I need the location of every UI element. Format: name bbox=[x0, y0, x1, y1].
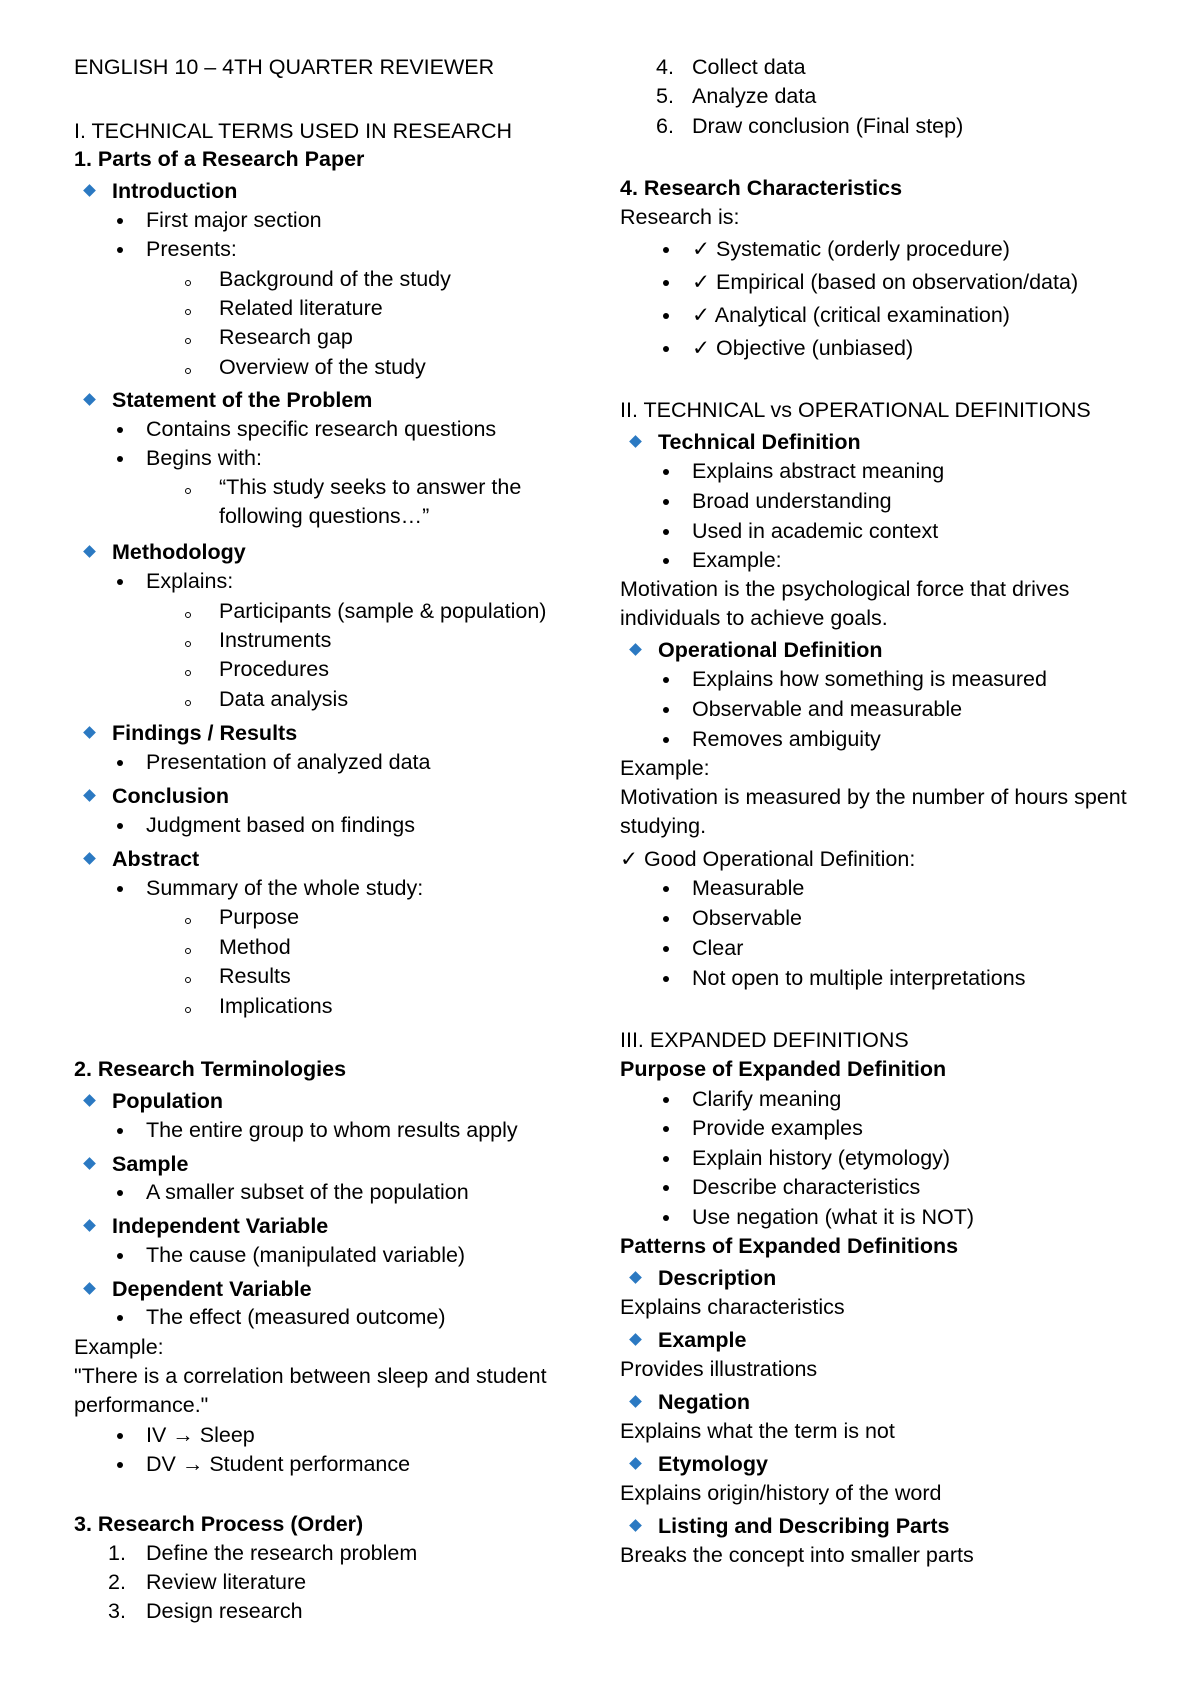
bullet-icon bbox=[663, 976, 669, 982]
purpose-item: Provide examples bbox=[692, 1116, 863, 1140]
diamond-bullet-icon bbox=[629, 435, 642, 448]
diamond-bullet-icon bbox=[629, 643, 642, 656]
bullet-icon bbox=[663, 346, 669, 352]
characteristic-item: ✓ Objective (unbiased) bbox=[692, 336, 914, 360]
pattern-heading: Etymology bbox=[658, 1452, 768, 1476]
intro-sub-3: Research gap bbox=[219, 325, 353, 349]
purpose-item: Describe characteristics bbox=[692, 1175, 921, 1199]
tech-bullet-2: Broad understanding bbox=[692, 489, 892, 513]
diamond-bullet-icon bbox=[83, 1094, 96, 1107]
abstract-sub-2: Method bbox=[219, 935, 291, 959]
bullet-icon bbox=[663, 313, 669, 319]
bullet-icon bbox=[117, 1315, 123, 1321]
bullet-icon bbox=[117, 1128, 123, 1134]
step-number: 2. bbox=[108, 1570, 126, 1594]
characteristic-item: ✓ Analytical (critical examination) bbox=[692, 303, 1010, 327]
sop-heading: Statement of the Problem bbox=[112, 388, 373, 412]
bullet-icon bbox=[663, 737, 669, 743]
tech-example-a: Motivation is the psychological force that drives bbox=[620, 577, 1070, 601]
bullet-icon bbox=[663, 280, 669, 286]
step-number: 6. bbox=[656, 114, 674, 138]
circle-bullet-icon bbox=[185, 700, 191, 706]
method-sub-4: Data analysis bbox=[219, 687, 349, 711]
pattern-heading: Negation bbox=[658, 1390, 750, 1414]
purpose-item: Clarify meaning bbox=[692, 1087, 842, 1111]
bullet-icon bbox=[663, 916, 669, 922]
bullet-icon bbox=[663, 1126, 669, 1132]
tech-example-b: individuals to achieve goals. bbox=[620, 606, 888, 630]
pattern-heading: Example bbox=[658, 1328, 747, 1352]
example-text-b: performance." bbox=[74, 1393, 209, 1417]
subsection-1-title: 1. Parts of a Research Paper bbox=[74, 147, 365, 171]
bullet-icon bbox=[117, 456, 123, 462]
subsection-4-title: 4. Research Characteristics bbox=[620, 176, 903, 200]
circle-bullet-icon bbox=[185, 488, 191, 494]
tech-def-heading: Technical Definition bbox=[658, 430, 861, 454]
example-bullet-1: IV → Sleep bbox=[146, 1423, 255, 1447]
circle-bullet-icon bbox=[185, 338, 191, 344]
example-bullet-2: DV → Student performance bbox=[146, 1452, 411, 1476]
diamond-bullet-icon bbox=[83, 545, 96, 558]
sop-sub-1a: “This study seeks to answer the bbox=[219, 475, 522, 499]
method-sub-2: Instruments bbox=[219, 628, 332, 652]
circle-bullet-icon bbox=[185, 280, 191, 286]
circle-bullet-icon bbox=[185, 918, 191, 924]
oper-bullet-2: Observable and measurable bbox=[692, 697, 963, 721]
good-op-label: ✓ Good Operational Definition: bbox=[620, 847, 916, 871]
conclusion-bullet-1: Judgment based on findings bbox=[146, 813, 415, 837]
circle-bullet-icon bbox=[185, 641, 191, 647]
method-bullet-1: Explains: bbox=[146, 569, 234, 593]
pattern-desc: Breaks the concept into smaller parts bbox=[620, 1543, 974, 1567]
bullet-icon bbox=[663, 886, 669, 892]
diamond-bullet-icon bbox=[629, 1271, 642, 1284]
bullet-icon bbox=[117, 760, 123, 766]
dv-bullet-1: The effect (measured outcome) bbox=[146, 1305, 446, 1329]
oper-example-a: Motivation is measured by the number of hours spent bbox=[620, 785, 1127, 809]
step-text: Define the research problem bbox=[146, 1541, 418, 1565]
good-item: Clear bbox=[692, 936, 744, 960]
good-item: Not open to multiple interpretations bbox=[692, 966, 1026, 990]
intro-bullet-1: First major section bbox=[146, 208, 322, 232]
circle-bullet-icon bbox=[185, 368, 191, 374]
step-number: 5. bbox=[656, 84, 674, 108]
pattern-desc: Explains origin/history of the word bbox=[620, 1481, 942, 1505]
findings-heading: Findings / Results bbox=[112, 721, 298, 745]
abstract-sub-4: Implications bbox=[219, 994, 333, 1018]
section-1-title: I. TECHNICAL TERMS USED IN RESEARCH bbox=[74, 119, 513, 143]
oper-example-b: studying. bbox=[620, 814, 707, 838]
abstract-bullet-1: Summary of the whole study: bbox=[146, 876, 424, 900]
intro-heading: Introduction bbox=[112, 179, 238, 203]
pattern-desc: Provides illustrations bbox=[620, 1357, 818, 1381]
patterns-title: Patterns of Expanded Definitions bbox=[620, 1234, 959, 1258]
circle-bullet-icon bbox=[185, 670, 191, 676]
bullet-icon bbox=[663, 677, 669, 683]
intro-sub-4: Overview of the study bbox=[219, 355, 426, 379]
step-text: Design research bbox=[146, 1599, 303, 1623]
step-text: Review literature bbox=[146, 1570, 307, 1594]
bullet-icon bbox=[663, 499, 669, 505]
step-text: Collect data bbox=[692, 55, 806, 79]
research-is-label: Research is: bbox=[620, 205, 740, 229]
step-text: Analyze data bbox=[692, 84, 817, 108]
iv-bullet-1: The cause (manipulated variable) bbox=[146, 1243, 466, 1267]
characteristic-item: ✓ Systematic (orderly procedure) bbox=[692, 237, 1010, 261]
pattern-heading: Listing and Describing Parts bbox=[658, 1514, 950, 1538]
bullet-icon bbox=[117, 1462, 123, 1468]
sop-bullet-1: Contains specific research questions bbox=[146, 417, 497, 441]
bullet-icon bbox=[663, 247, 669, 253]
abstract-sub-1: Purpose bbox=[219, 905, 300, 929]
tech-bullet-1: Explains abstract meaning bbox=[692, 459, 945, 483]
bullet-icon bbox=[663, 946, 669, 952]
bullet-icon bbox=[117, 1433, 123, 1439]
section-2-title: II. TECHNICAL vs OPERATIONAL DEFINITIONS bbox=[620, 398, 1091, 422]
example-text-a: "There is a correlation between sleep and student bbox=[74, 1364, 547, 1388]
circle-bullet-icon bbox=[185, 612, 191, 618]
intro-bullet-2: Presents: bbox=[146, 237, 237, 261]
oper-def-heading: Operational Definition bbox=[658, 638, 883, 662]
step-text: Draw conclusion (Final step) bbox=[692, 114, 964, 138]
oper-bullet-1: Explains how something is measured bbox=[692, 667, 1047, 691]
characteristic-item: ✓ Empirical (based on observation/data) bbox=[692, 270, 1079, 294]
bullet-icon bbox=[663, 469, 669, 475]
diamond-bullet-icon bbox=[629, 1395, 642, 1408]
circle-bullet-icon bbox=[185, 977, 191, 983]
dv-heading: Dependent Variable bbox=[112, 1277, 312, 1301]
findings-bullet-1: Presentation of analyzed data bbox=[146, 750, 431, 774]
diamond-bullet-icon bbox=[83, 726, 96, 739]
bullet-icon bbox=[663, 1215, 669, 1221]
bullet-icon bbox=[117, 579, 123, 585]
sop-sub-1b: following questions…” bbox=[219, 504, 430, 528]
pattern-heading: Description bbox=[658, 1266, 777, 1290]
bullet-icon bbox=[663, 529, 669, 535]
sample-bullet-1: A smaller subset of the population bbox=[146, 1180, 469, 1204]
bullet-icon bbox=[117, 1190, 123, 1196]
bullet-icon bbox=[117, 247, 123, 253]
bullet-icon bbox=[663, 1185, 669, 1191]
bullet-icon bbox=[117, 1253, 123, 1259]
step-number: 3. bbox=[108, 1599, 126, 1623]
bullet-icon bbox=[663, 707, 669, 713]
intro-sub-2: Related literature bbox=[219, 296, 383, 320]
diamond-bullet-icon bbox=[83, 1219, 96, 1232]
method-sub-1: Participants (sample & population) bbox=[219, 599, 547, 623]
pattern-desc: Explains characteristics bbox=[620, 1295, 845, 1319]
diamond-bullet-icon bbox=[83, 1157, 96, 1170]
method-sub-3: Procedures bbox=[219, 657, 329, 681]
circle-bullet-icon bbox=[185, 948, 191, 954]
intro-sub-1: Background of the study bbox=[219, 267, 451, 291]
circle-bullet-icon bbox=[185, 309, 191, 315]
population-bullet-1: The entire group to whom results apply bbox=[146, 1118, 518, 1142]
subsection-2-title: 2. Research Terminologies bbox=[74, 1057, 347, 1081]
diamond-bullet-icon bbox=[83, 852, 96, 865]
diamond-bullet-icon bbox=[83, 1282, 96, 1295]
good-item: Observable bbox=[692, 906, 802, 930]
diamond-bullet-icon bbox=[83, 184, 96, 197]
diamond-bullet-icon bbox=[629, 1333, 642, 1346]
pattern-desc: Explains what the term is not bbox=[620, 1419, 895, 1443]
good-item: Measurable bbox=[692, 876, 805, 900]
bullet-icon bbox=[663, 1097, 669, 1103]
section-3-title: III. EXPANDED DEFINITIONS bbox=[620, 1028, 909, 1052]
oper-bullet-3: Removes ambiguity bbox=[692, 727, 881, 751]
step-number: 4. bbox=[656, 55, 674, 79]
bullet-icon bbox=[663, 558, 669, 564]
population-heading: Population bbox=[112, 1089, 224, 1113]
tech-bullet-3: Used in academic context bbox=[692, 519, 939, 543]
example-label: Example: bbox=[74, 1335, 164, 1359]
purpose-item: Explain history (etymology) bbox=[692, 1146, 951, 1170]
sample-heading: Sample bbox=[112, 1152, 189, 1176]
subsection-3-title: 3. Research Process (Order) bbox=[74, 1512, 364, 1536]
sop-bullet-2: Begins with: bbox=[146, 446, 262, 470]
tech-bullet-4: Example: bbox=[692, 548, 782, 572]
abstract-heading: Abstract bbox=[112, 847, 200, 871]
bullet-icon bbox=[117, 218, 123, 224]
step-number: 1. bbox=[108, 1541, 126, 1565]
abstract-sub-3: Results bbox=[219, 964, 291, 988]
diamond-bullet-icon bbox=[629, 1457, 642, 1470]
diamond-bullet-icon bbox=[83, 789, 96, 802]
document-title: ENGLISH 10 – 4TH QUARTER REVIEWER bbox=[74, 55, 495, 79]
diamond-bullet-icon bbox=[83, 393, 96, 406]
bullet-icon bbox=[117, 886, 123, 892]
purpose-title: Purpose of Expanded Definition bbox=[620, 1057, 947, 1081]
diamond-bullet-icon bbox=[629, 1519, 642, 1532]
iv-heading: Independent Variable bbox=[112, 1214, 329, 1238]
method-heading: Methodology bbox=[112, 540, 246, 564]
conclusion-heading: Conclusion bbox=[112, 784, 230, 808]
oper-example-label: Example: bbox=[620, 756, 710, 780]
bullet-icon bbox=[117, 823, 123, 829]
circle-bullet-icon bbox=[185, 1007, 191, 1013]
purpose-item: Use negation (what it is NOT) bbox=[692, 1205, 974, 1229]
bullet-icon bbox=[663, 1156, 669, 1162]
bullet-icon bbox=[117, 427, 123, 433]
